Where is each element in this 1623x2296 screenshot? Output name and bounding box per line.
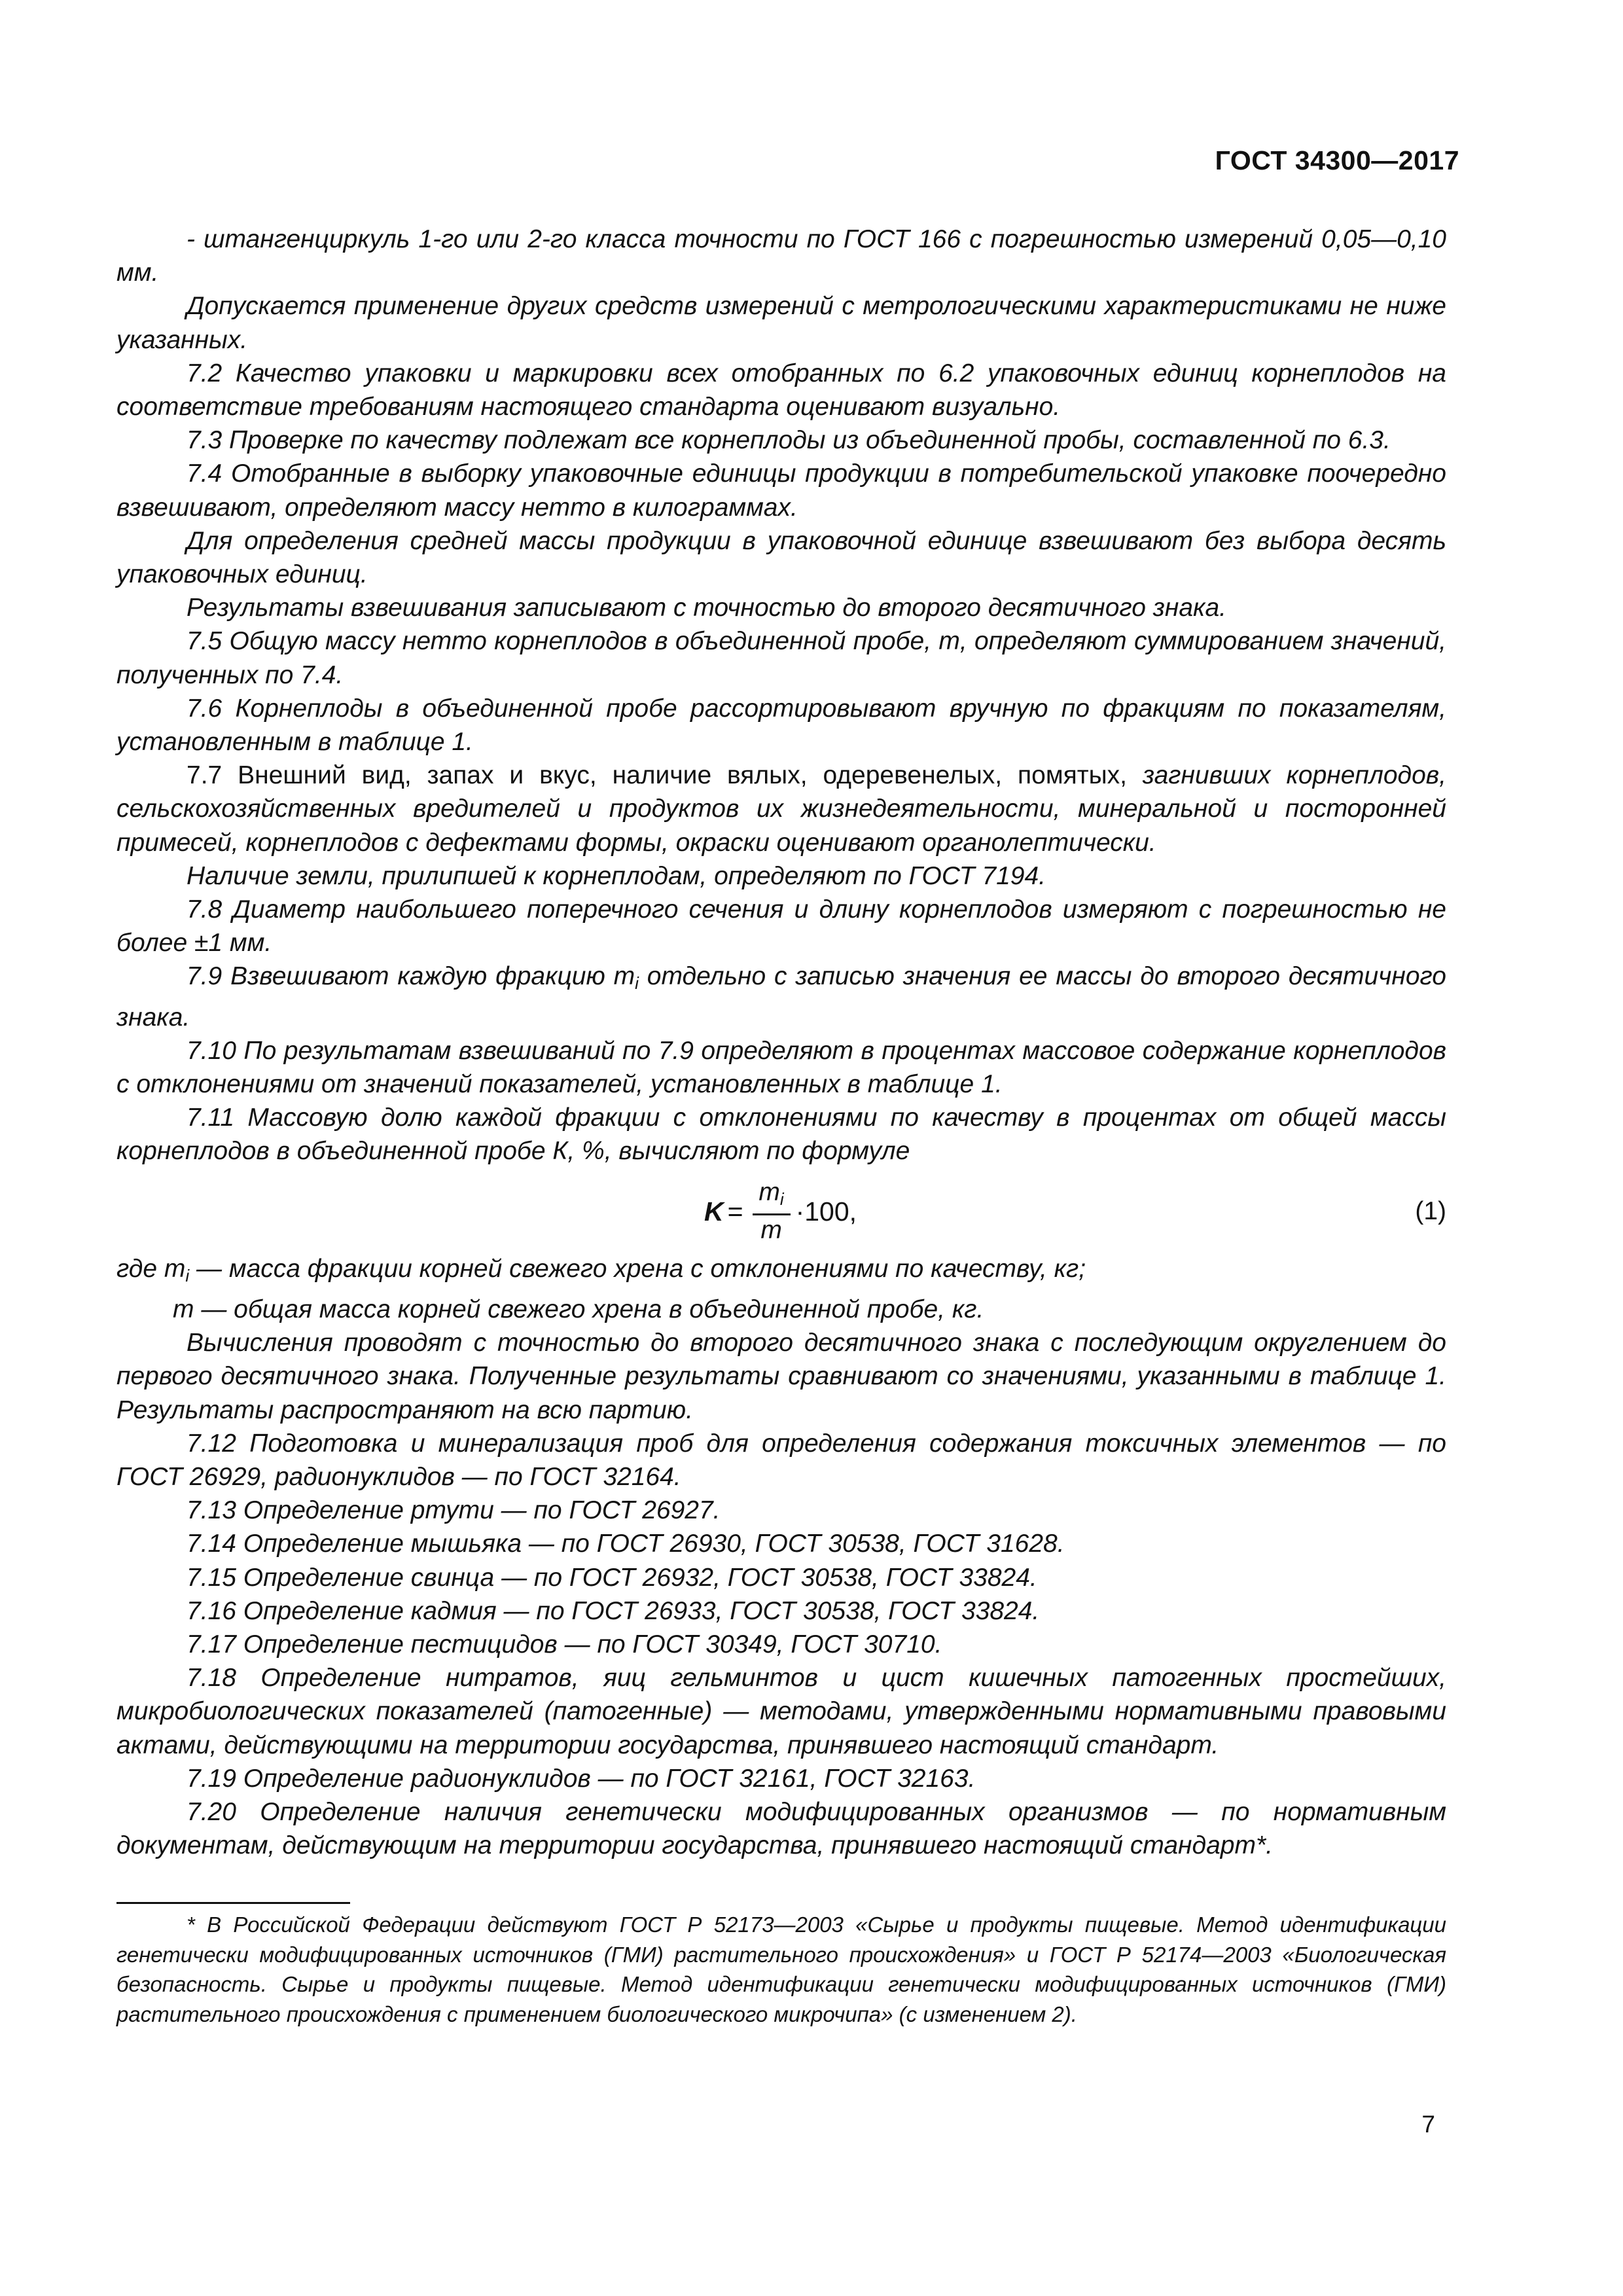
paragraph: 7.4 Отобранные в выборку упаковочные единицы продукции в потребительской упаковке поочередно взвешивают, определяют массу нетто в килограммах. <box>116 459 1446 522</box>
paragraph: Вычисления проводят с точностью до второго десятичного знака с последующим округлением до первого десятичного знака. Полученные результаты сравнивают со значениями, указанными в таблице 1. Результаты распространяют на всю партию. <box>116 1329 1446 1424</box>
paragraph: Результаты взвешивания записывают с точностью до второго десятичного знака. <box>187 594 1226 622</box>
paragraph: Наличие земли, прилипшей к корнеплодам, определяют по ГОСТ 7194. <box>187 861 1046 890</box>
footnote-divider <box>116 1902 350 1904</box>
paragraph: 7.16 Определение кадмия — по ГОСТ 26933, ГОСТ 30538, ГОСТ 33824. <box>187 1596 1040 1625</box>
formula-fraction <box>753 1178 791 1246</box>
paragraph: 7.12 Подготовка и минерализация проб для определения содержания токсичных элементов — по ГОСТ 26929, радионуклидов — по ГОСТ 32164. <box>116 1429 1446 1491</box>
paragraph: 7.2 Качество упаковки и маркировки всех отобранных по 6.2 упаковочных единиц корнеплодов на соответствие требованиям настоящего стандарта оценивают визуально. <box>116 359 1446 422</box>
legend-text: — масса фракции корней свежего хрена с отклонениями по качеству, кг; <box>189 1254 1086 1283</box>
paragraph: 7.15 Определение свинца — по ГОСТ 26932, ГОСТ 30538, ГОСТ 33824. <box>187 1563 1037 1592</box>
document-body <box>116 223 1446 1862</box>
paragraph: 7.17 Определение пестицидов — по ГОСТ 30349, ГОСТ 30710. <box>187 1630 942 1659</box>
formula-numerator <box>756 1178 786 1213</box>
paragraph: 7.8 Диаметр наибольшего поперечного сечения и длину корнеплодов измеряют с погрешностью не более ±1 мм. <box>116 895 1446 958</box>
paragraph: 7.5 Общую массу нетто корнеплодов в объединенной пробе, m, определяют суммированием значений, полученных по 7.4. <box>116 627 1446 689</box>
subscript: i <box>185 1265 190 1285</box>
paragraph-7-7 <box>116 759 1446 859</box>
legend-line <box>116 1252 1446 1293</box>
formula-expression <box>704 1174 857 1251</box>
paragraph: 7.13 Определение ртути — по ГОСТ 26927. <box>187 1496 721 1525</box>
numerator-subscript: i <box>779 1189 784 1210</box>
legend-line: m — общая масса корней свежего хрена в объединенной пробе, кг. <box>173 1295 984 1323</box>
document-header: ГОСТ 34300—2017 <box>1215 145 1459 175</box>
footnote-text: * В Российской Федерации действуют ГОСТ Р 52173—2003 «Сырье и продукты пищевые. Метод идентификации генетически модифицированных источников (ГМИ) растительного происхождения» и ГОСТ Р 52174—2003 «Биологическая безопасность. Сырье и продукты пищевые. Метод идентификации генетически модифицированных источников (ГМИ) растительного происхождения с применением биологического микрочипа» (с изменением 2). <box>116 1912 1446 2026</box>
paragraph-text: 7.9 Взвешивают каждую фракцию m <box>187 962 635 991</box>
formula-legend <box>116 1252 1446 1326</box>
paragraph: 7.18 Определение нитратов, яиц гельминтов и цист кишечных патогенных простейших, микробиологических показателей (патогенные) — методами, утвержденными нормативными правовыми актами, действующими на территории государства, принявшего настоящий стандарт. <box>116 1664 1446 1759</box>
page-number: 7 <box>1421 2111 1435 2138</box>
formula-block <box>116 1174 1446 1251</box>
paragraph-italic-part: загнивших корнеплодов, сельскохозяйственных вредителей и продуктов их жизнедеятельности, минеральной и посторонней примесей, корнеплодов с дефектами формы, окраски оценивают органолептически. <box>116 761 1446 857</box>
paragraph: 7.20 Определение наличия генетически модифицированных организмов — по нормативным документам, действующим на территории государства, принявшего настоящий стандарт*. <box>116 1797 1446 1860</box>
paragraph: Для определения средней массы продукции в упаковочной единице взвешивают без выбора десять упаковочных единиц. <box>116 526 1446 589</box>
paragraph: Допускается применение других средств измерений с метрологическими характеристиками не ниже указанных. <box>116 292 1446 354</box>
footnote <box>116 1910 1446 2029</box>
formula-equals: = <box>727 1196 743 1227</box>
paragraph-7-9 <box>116 960 1446 1033</box>
paragraph-upright-part: 7.7 Внешний вид, запах и вкус, наличие вялых, одеревенелых, помятых, <box>187 761 1127 790</box>
legend-text: где m <box>116 1254 186 1283</box>
formula-lhs: K <box>704 1196 724 1227</box>
paragraph: 7.19 Определение радионуклидов — по ГОСТ 32161, ГОСТ 32163. <box>187 1764 976 1793</box>
paragraph: 7.10 По результатам взвешиваний по 7.9 определяют в процентах массовое содержание корнеплодов с отклонениями от значений показателей, установленных в таблице 1. <box>116 1036 1446 1099</box>
formula-denominator: m <box>760 1216 782 1245</box>
subscript: i <box>635 973 639 994</box>
paragraph: 7.6 Корнеплоды в объединенной пробе рассортировывают вручную по фракциям по показателям, установленным в таблице 1. <box>116 694 1446 757</box>
paragraph: 7.14 Определение мышьяка — по ГОСТ 26930, ГОСТ 30538, ГОСТ 31628. <box>187 1530 1065 1558</box>
paragraph: 7.3 Проверке по качеству подлежат все корнеплоды из объединенной пробы, составленной по 6.3. <box>187 426 1391 455</box>
paragraph-text: отдельно с записью значения ее массы до второго десятичного знака. <box>116 962 1446 1031</box>
paragraph: - штангенциркуль 1-го или 2-го класса точности по ГОСТ 166 с погрешностью измерений 0,05—0,10 мм. <box>116 225 1446 287</box>
formula-multiplier: ·100, <box>795 1196 857 1227</box>
paragraph: 7.11 Массовую долю каждой фракции с отклонениями по качеству в процентах от общей массы корнеплодов в объединенной пробе К, %, вычисляют по формуле <box>116 1103 1446 1166</box>
formula-number: (1) <box>1415 1196 1446 1225</box>
numerator-symbol: m <box>758 1178 780 1207</box>
